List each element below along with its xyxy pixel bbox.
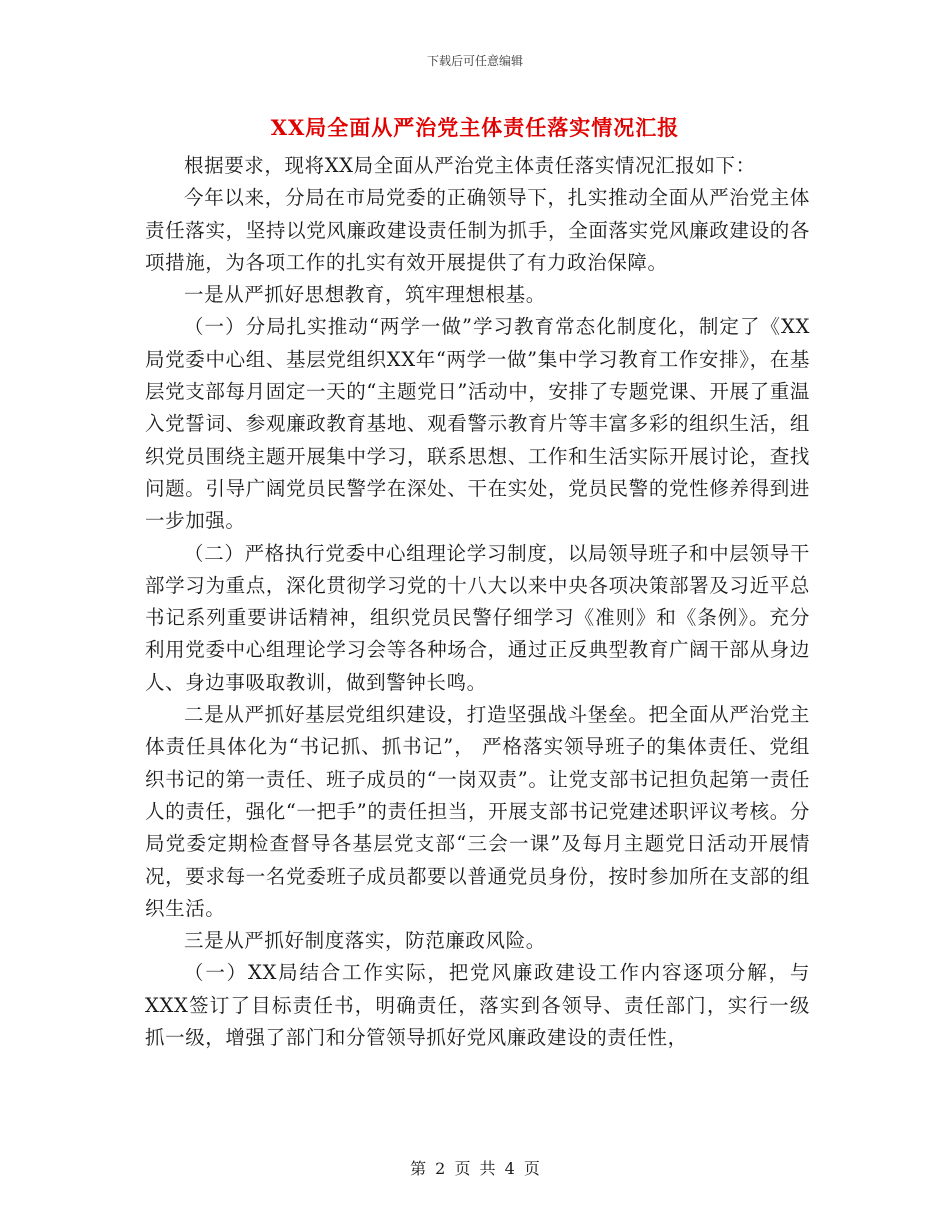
paragraph-section-one-item-1: （一）分局扎实推动“两学一做”学习教育常态化制度化，制定了《XX局党委中心组、基层党组织XX年“两学一做”集中学习教育工作安排》，在基层党支部每月固定一天的“主题党日”活动中，安排了专题党课、开展了重温入党誓词、参观廉政教育基地、观看警示教育片等丰富多彩的组织生活，组织党员围绕主题开展集中学习，联系思想、工作和生活实际开展讨论，查找问题。引导广阔党员民警学在深处、干在实处，党员民警的党性修养得到进一步加强。 xyxy=(145,315,810,533)
document-body xyxy=(145,150,810,1054)
paragraph-intro: 根据要求，现将XX局全面从严治党主体责任落实情况汇报如下： xyxy=(184,154,756,177)
paragraph-section-two: 二是从严抓好基层党组织建设，打造坚强战斗堡垒。把全面从严治党主体责任具体化为“书记抓、抓书记”， 严格落实领导班子的集体责任、党组织书记的第一责任、班子成员的“一岗双责”。让党支部书记担负起第一责任人的责任，强化“一把手”的责任担当，开展支部书记党建述职评议考核。分局党委定期检查督导各基层党支部“三会一课”及每月主题党日活动开展情况，要求每一名党委班子成员都要以普通党员身份，按时参加所在支部的组织生活。 xyxy=(145,703,810,920)
document-title: XX局全面从严治党主体责任落实情况汇报 xyxy=(270,115,680,140)
paragraph-overview: 今年以来，分局在市局党委的正确领导下，扎实推动全面从严治党主体责任落实，坚持以党风廉政建设责任制为抓手，全面落实党风廉政建设的各项措施，为各项工作的扎实有效开展提供了有力政治保障。 xyxy=(145,186,810,274)
page-number-footer: 第 2 页 共 4 页 xyxy=(410,1159,540,1178)
paragraph-section-three-item-1: （一）XX局结合工作实际，把党风廉政建设工作内容逐项分解，与XXX签订了目标责任书，明确责任，落实到各领导、责任部门，实行一级抓一级，增强了部门和分管领导抓好党风廉政建设的责任性， xyxy=(145,961,810,1050)
header-note: 下载后可任意编辑 xyxy=(426,54,523,68)
paragraph-section-one-heading: 一是从严抓好思想教育，筑牢理想根基。 xyxy=(184,283,546,307)
paragraph-section-three-heading: 三是从严抓好制度落实，防范廉政风险。 xyxy=(184,929,546,953)
paragraph-section-one-item-2: （二）严格执行党委中心组理论学习制度，以局领导班子和中层领导干部学习为重点，深化贯彻学习党的十八大以来中央各项决策部署及习近平总书记系列重要讲话精神，组织党员民警仔细学习《准则》和《条例》。充分利用党委中心组理论学习会等各种场合，通过正反典型教育广阔干部从身边人、身边事吸取教训，做到警钟长鸣。 xyxy=(145,541,810,694)
